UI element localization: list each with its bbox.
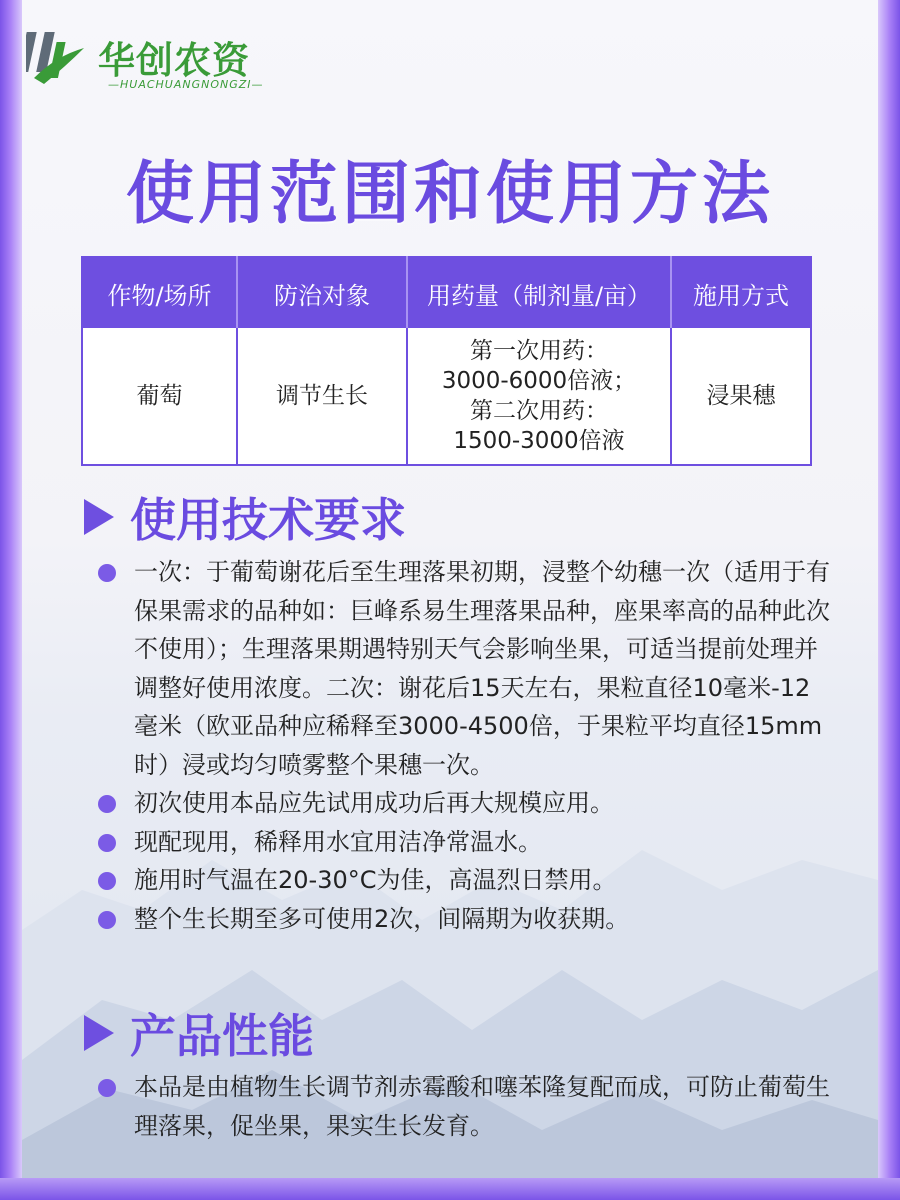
triangle-icon bbox=[84, 499, 114, 535]
header-crop: 作物/场所 bbox=[82, 257, 237, 328]
dosage-line: 第二次用药： bbox=[470, 398, 608, 424]
bottom-bar bbox=[0, 1178, 900, 1200]
brand-logo bbox=[26, 26, 286, 96]
usage-table bbox=[81, 256, 812, 466]
dosage-line: 1500-3000倍液 bbox=[453, 428, 625, 454]
brand-subtitle: —HUACHUANGNONGZI— bbox=[108, 78, 264, 91]
bullet-dot-icon bbox=[98, 872, 116, 890]
list-item bbox=[94, 900, 834, 939]
dosage-line: 第一次用药： bbox=[470, 338, 608, 364]
bullet-dot-icon bbox=[98, 795, 116, 813]
dosage-line: 3000-6000倍液； bbox=[441, 368, 637, 394]
bullet-dot-icon bbox=[98, 564, 116, 582]
list-item bbox=[94, 823, 834, 862]
table-row bbox=[82, 328, 811, 465]
list-item-text: 初次使用本品应先试用成功后再大规模应用。 bbox=[134, 789, 614, 817]
header-dosage: 用药量（制剂量/亩） bbox=[407, 257, 671, 328]
list-item bbox=[94, 553, 834, 784]
section-heading-performance-label: 产品性能 bbox=[130, 1009, 314, 1063]
section-heading-performance bbox=[84, 1000, 314, 1066]
table-header-row bbox=[82, 257, 811, 328]
cell-method: 浸果穗 bbox=[671, 328, 811, 465]
list-item-text: 整个生长期至多可使用2次，间隔期为收获期。 bbox=[134, 904, 630, 933]
page-title: 使用范围和使用方法 bbox=[125, 155, 774, 234]
list-item-text: 现配现用，稀释用水宜用洁净常温水。 bbox=[134, 827, 542, 856]
bullet-dot-icon bbox=[98, 911, 116, 929]
list-item-text: 一次：于葡萄谢花后至生理落果初期，浸整个幼穗一次（适用于有保果需求的品种如：巨峰系易生理落果品种，座果率高的品种此次不使用）；生理落果期遇特别天气会影响坐果，可适当提前处理并调整好使用浓度。二次：谢花后15天左右，果粒直径10毫米-12毫米（欧亚品种应稀释至3000-4500倍，于果粒平均直径15mm时）浸或均匀喷雾整个果穗一次。 bbox=[134, 558, 830, 779]
list-item-text: 本品是由植物生长调节剂赤霉酸和噻苯隆复配而成，可防止葡萄生理落果，促坐果，果实生长发育。 bbox=[134, 1073, 830, 1140]
list-item bbox=[94, 861, 834, 900]
section-heading-tech bbox=[84, 484, 406, 550]
tech-requirements-list bbox=[94, 553, 834, 938]
cell-dosage bbox=[407, 328, 671, 465]
brand-name: 华创农资 bbox=[98, 39, 250, 82]
list-item bbox=[94, 1068, 834, 1145]
bullet-dot-icon bbox=[98, 834, 116, 852]
list-item-text: 施用时气温在20-30°C为佳，高温烈日禁用。 bbox=[134, 866, 617, 894]
triangle-icon bbox=[84, 1015, 114, 1051]
header-target: 防治对象 bbox=[237, 257, 407, 328]
cell-target: 调节生长 bbox=[237, 328, 407, 465]
performance-list bbox=[94, 1068, 834, 1145]
section-heading-tech-label: 使用技术要求 bbox=[130, 493, 406, 547]
list-item bbox=[94, 784, 834, 823]
logo-mark-icon bbox=[26, 26, 90, 90]
header-method: 施用方式 bbox=[671, 257, 811, 328]
cell-crop: 葡萄 bbox=[82, 328, 237, 465]
bullet-dot-icon bbox=[98, 1079, 116, 1097]
